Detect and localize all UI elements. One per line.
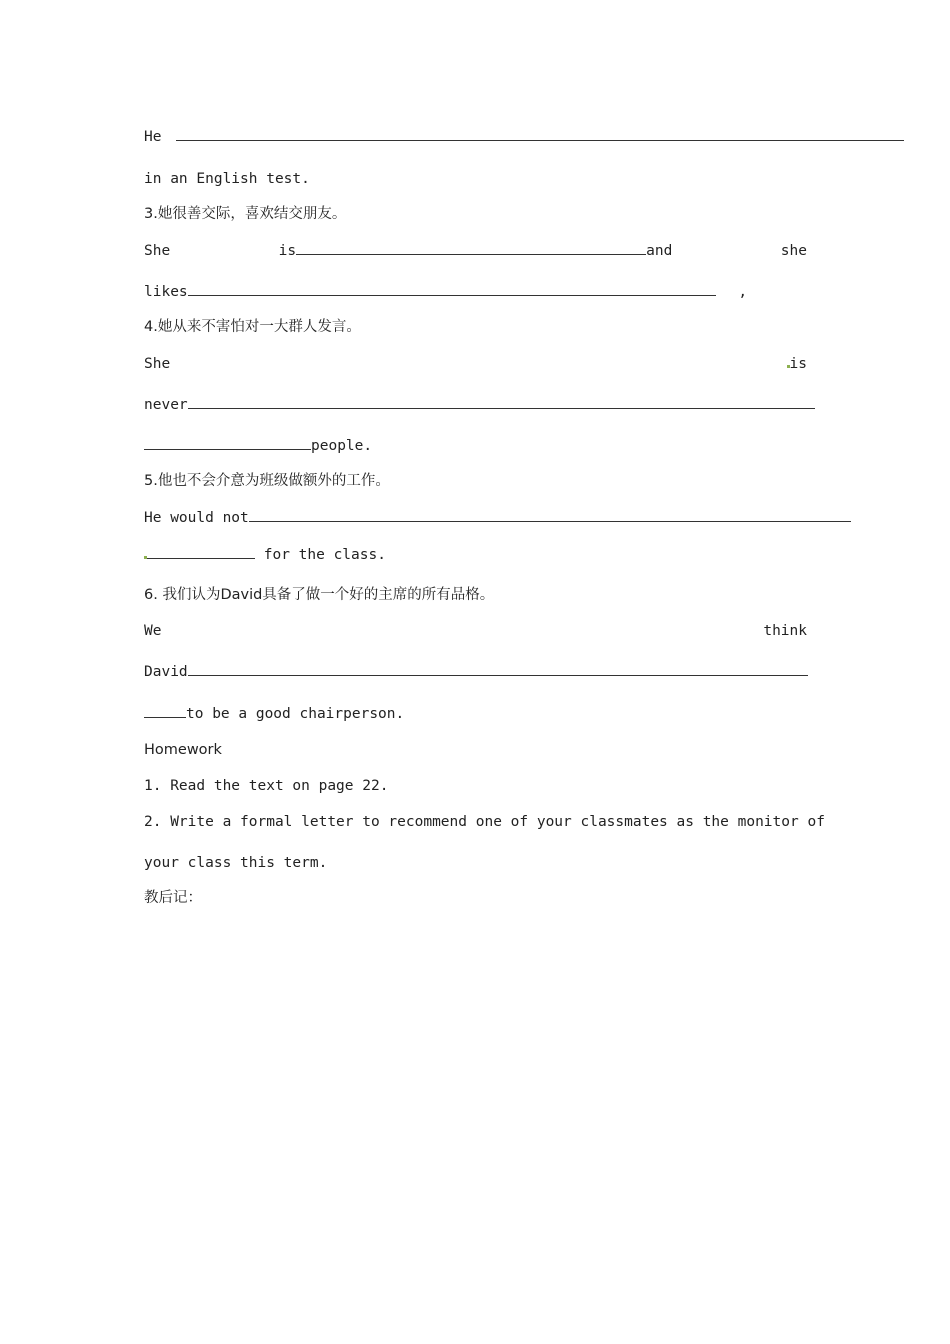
q6-blank-1[interactable] — [188, 663, 808, 676]
homework-item-2-cont: your class this term. — [144, 855, 328, 871]
q6-line-3: to be a good chairperson. — [144, 705, 404, 723]
q4-blank-2[interactable] — [144, 437, 311, 450]
q3-prompt: 3.她很善交际，喜欢结交朋友。 — [144, 206, 347, 222]
q3-blank-2[interactable] — [188, 283, 716, 296]
q3-line-1: She is and she — [144, 243, 807, 259]
q4-line-3: people. — [144, 437, 372, 455]
q5-line-1: He would not — [144, 509, 851, 527]
q5-line-2: for the class. — [144, 546, 386, 564]
q6-blank-2[interactable] — [144, 705, 186, 718]
homework-item-2: 2. Write a formal letter to recommend one of your classmates as the monitor of — [144, 814, 825, 830]
q6-line-1: We think — [144, 623, 807, 639]
q3-blank-1[interactable] — [296, 242, 646, 255]
q4-line-1: She is — [144, 356, 807, 372]
q4-blank-1[interactable] — [188, 396, 815, 409]
q5-prompt: 5.他也不会介意为班级做额外的工作。 — [144, 473, 390, 489]
teaching-notes-label: 教后记： — [144, 890, 202, 906]
homework-title: Homework — [144, 742, 222, 758]
q3-line-2: likes , — [144, 284, 748, 300]
q5-blank-1[interactable] — [249, 509, 851, 522]
q2-blank-1[interactable] — [176, 128, 904, 141]
q2-line-2: in an English test. — [144, 171, 310, 187]
q4-line-2: never — [144, 396, 815, 414]
homework-item-1: 1. Read the text on page 22. — [144, 778, 389, 794]
q5-blank-2[interactable] — [147, 546, 255, 559]
q4-prompt: 4.她从来不害怕对一大群人发言。 — [144, 319, 361, 335]
q6-line-2: David — [144, 663, 808, 681]
q6-prompt: 6. 我们认为David具备了做一个好的主席的所有品格。 — [144, 587, 495, 603]
q2-line-1 — [144, 128, 904, 146]
q2-he: He — [144, 129, 162, 145]
